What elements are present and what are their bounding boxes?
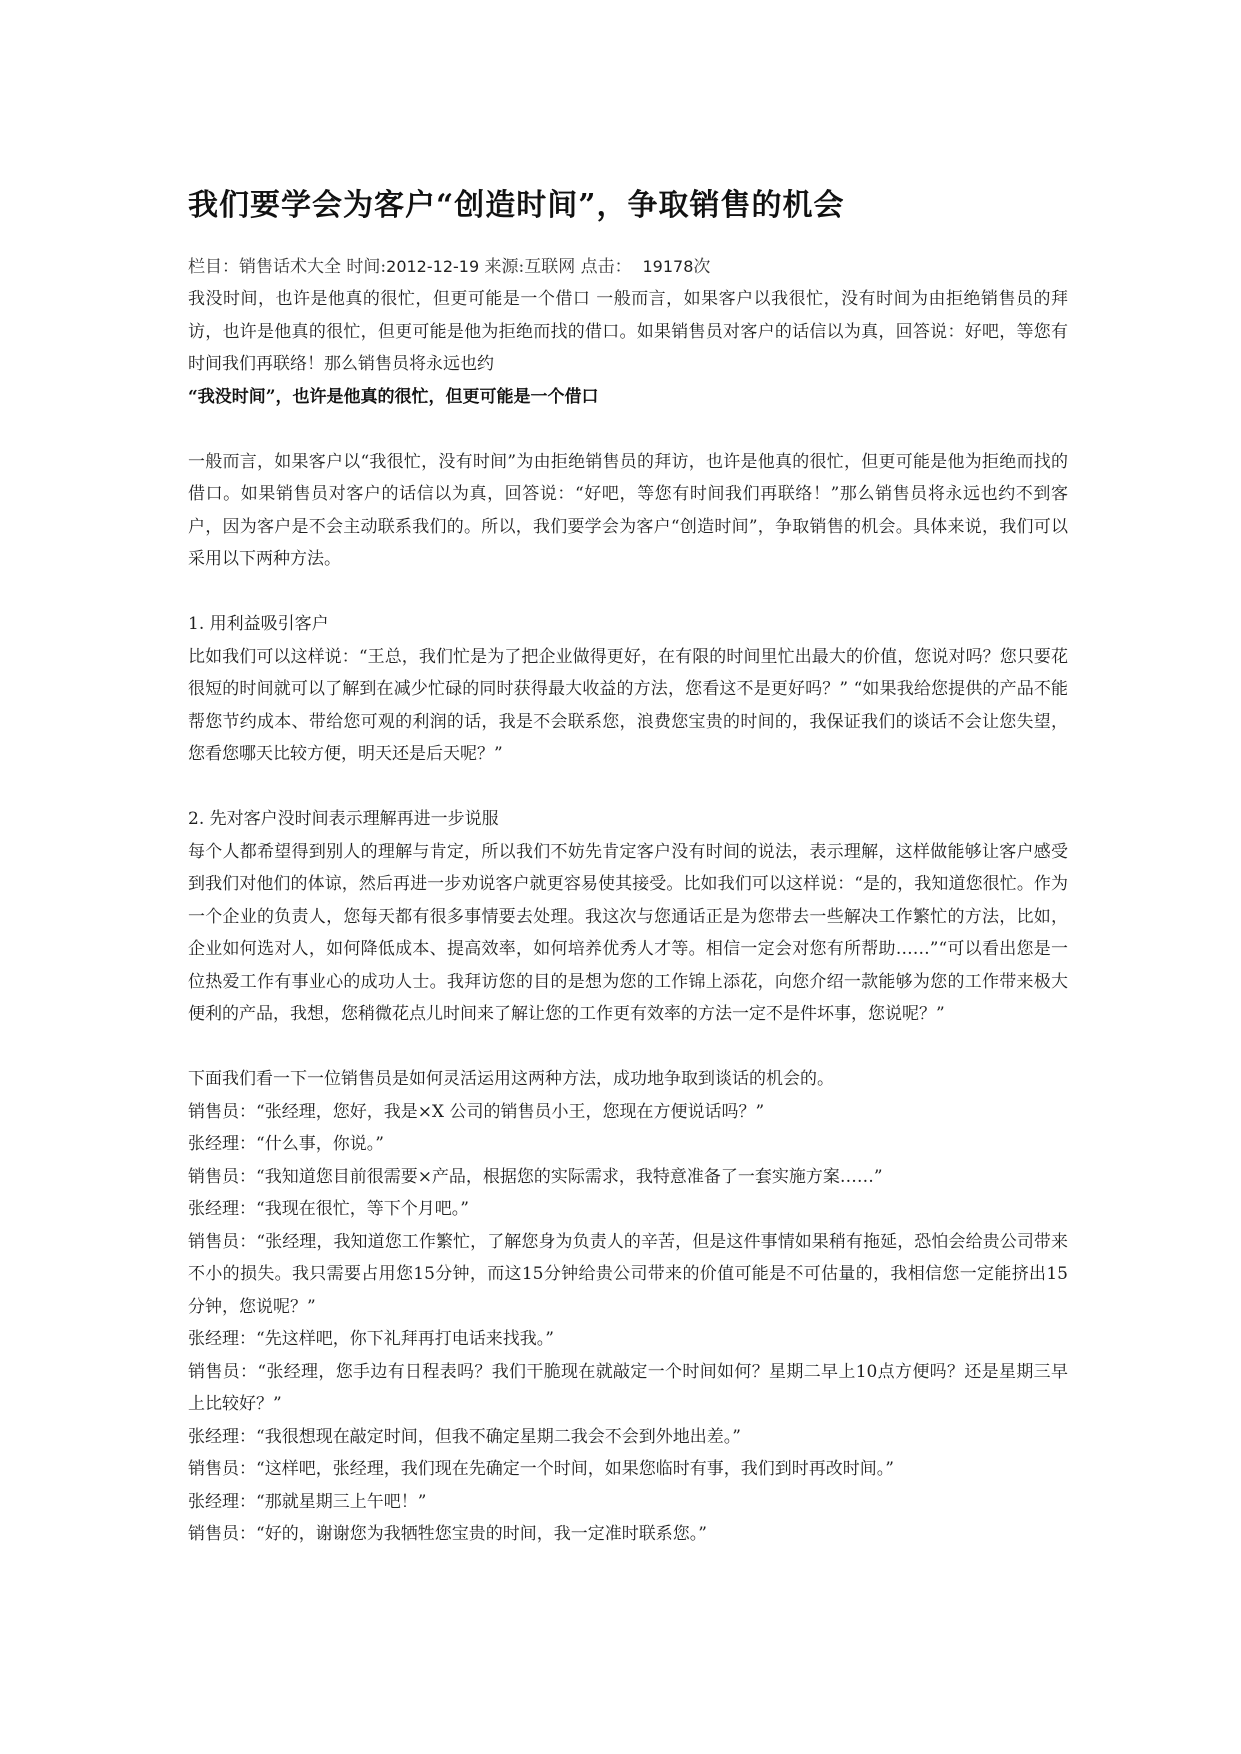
section-heading-2: 2. 先对客户没时间表示理解再进一步说服 [188, 809, 499, 829]
paragraph: 我没时间，也许是他真的很忙，但更可能是一个借口 一般而言，如果客户以我很忙，没有时间为由拒绝销售员的拜访，也许是他真的很忙，但更可能是他为拒绝而找的借口。如果销售员对客户的话信以为真，回答说：好吧，等您有时间我们再联络！那么销售员将永远也约 [188, 289, 1068, 374]
paragraph: 比如我们可以这样说：“王总，我们忙是为了把企业做得更好，在有限的时间里忙出最大的价值，您说对吗？您只要花很短的时间就可以了解到在减少忙碌的同时获得最大收益的方法，您看这不是更好吗？” “如果我给您提供的产品不能帮您节约成本、带给您可观的利润的话，我是不会联系您，浪费您宝贵的时间的，我保证我们的谈话不会让您失望，您看您哪天比较方便，明天还是后天呢？” [188, 646, 1068, 764]
dialogue-line: 张经理：“先这样吧，你下礼拜再打电话来找我。” [188, 1329, 554, 1349]
bold-subheading: “我没时间”，也许是他真的很忙，但更可能是一个借口 [188, 386, 599, 407]
clicks-label: 点击： [580, 257, 632, 277]
clicks-unit: 次 [693, 257, 711, 277]
article-meta [188, 257, 710, 277]
paragraph-gap [188, 413, 1068, 446]
dialogue-line: 销售员：“张经理，我知道您工作繁忙，了解您身为负责人的辛苦，但是这件事情如果稍有拖延，恐怕会给贵公司带来不小的损失。我只需要占用您15分钟，而这15分钟给贵公司带来的价值可能是不可估量的，我相信您一定能挤出15分钟，您说呢？” [188, 1231, 1068, 1317]
dialogue-line: 张经理：“我现在很忙，等下个月吧。” [188, 1199, 469, 1219]
dialogue-line: 张经理：“我很想现在敲定时间，但我不确定星期二我会不会到外地出差。” [188, 1426, 741, 1447]
paragraph: 下面我们看一下一位销售员是如何灵活运用这两种方法，成功地争取到谈话的机会的。 [188, 1069, 834, 1089]
dialogue-line: 销售员：“我知道您目前很需要×产品，根据您的实际需求，我特意准备了一套实施方案……” [188, 1166, 883, 1187]
source-label: 来源: [484, 257, 525, 277]
time-label: 时间: [346, 257, 387, 277]
dialogue-line: 销售员：“张经理，您好，我是×X 公司的销售员小王，您现在方便说话吗？” [188, 1101, 765, 1122]
paragraph-gap [188, 1031, 1068, 1064]
paragraph-gap [188, 576, 1068, 609]
time-value: 2012-12-19 [386, 257, 480, 276]
clicks-value: 19178 [642, 257, 694, 276]
article-title: 我们要学会为客户“创造时间”，争取销售的机会 [188, 188, 845, 223]
dialogue-line: 张经理：“什么事，你说。” [188, 1134, 384, 1154]
dialogue-line: 销售员：“这样吧，张经理，我们现在先确定一个时间，如果您临时有事，我们到时再改时间。” [188, 1459, 894, 1479]
paragraph: 一般而言，如果客户以“我很忙，没有时间”为由拒绝销售员的拜访，也许是他真的很忙，但更可能是他为拒绝而找的借口。如果销售员对客户的话信以为真，回答说：“好吧，等您有时间我们再联络！”那么销售员将永远也约不到客户，因为客户是不会主动联系我们的。所以，我们要学会为客户“创造时间”，争取销售的机会。具体来说，我们可以采用以下两种方法。 [188, 451, 1068, 569]
article-body [188, 283, 1068, 1551]
dialogue-line: 张经理：“那就星期三上午吧！” [188, 1491, 427, 1512]
dialogue-line: 销售员：“张经理，您手边有日程表吗？我们干脆现在就敲定一个时间如何？星期二早上10点方便吗？还是星期三早上比较好？” [188, 1361, 1068, 1414]
column-value: 销售话术大全 [239, 257, 341, 277]
section-heading-1: 1. 用利益吸引客户 [188, 614, 329, 634]
paragraph-gap [188, 771, 1068, 804]
source-value: 互联网 [524, 257, 576, 277]
dialogue-line: 销售员：“好的，谢谢您为我牺牲您宝贵的时间，我一定准时联系您。” [188, 1524, 707, 1544]
column-label: 栏目： [188, 257, 239, 277]
paragraph: 每个人都希望得到别人的理解与肯定，所以我们不妨先肯定客户没有时间的说法，表示理解，这样做能够让客户感受到我们对他们的体谅，然后再进一步劝说客户就更容易使其接受。比如我们可以这样说：“是的，我知道您很忙。作为一个企业的负责人，您每天都有很多事情要去处理。我这次与您通话正是为您带去一些解决工作繁忙的方法，比如，企业如何选对人，如何降低成本、提高效率，如何培养优秀人才等。相信一定会对您有所帮助……”“可以看出您是一位热爱工作有事业心的成功人士。我拜访您的目的是想为您的工作锦上添花，向您介绍一款能够为您的工作带来极大便利的产品，我想，您稍微花点儿时间来了解让您的工作更有效率的方法一定不是件坏事，您说呢？” [188, 841, 1068, 1024]
